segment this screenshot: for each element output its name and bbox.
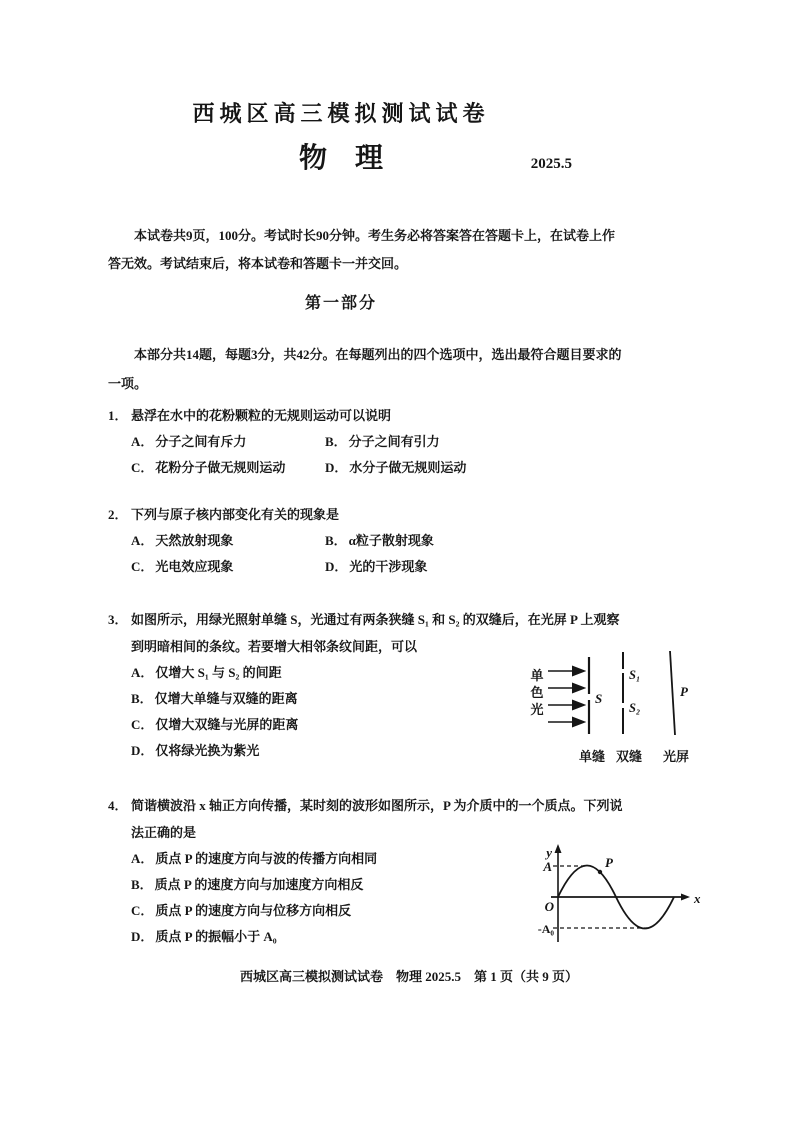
option-a [131,660,574,686]
option-text: 分子之间有引力 [348,434,440,449]
intro-line: 答无效。考试结束后，将本试卷和答题卡一并交回。 [108,256,408,271]
option-text: 水分子做无规则运动 [349,460,467,475]
option-d [325,554,574,580]
option-text: 仅增大 S₁ 与 S₂ 的间距 [155,665,282,680]
neg-amplitude-label: -A₀ [537,922,554,936]
amplitude-label: A [543,859,552,874]
option-text: 仅增大双缝与光屏的距离 [155,717,299,732]
option-label: D． [131,929,154,944]
double-slit-diagram [520,640,700,775]
option-text: 花粉分子做无规则运动 [155,460,286,475]
question-stem-line: 下列与原子核内部变化有关的现象是 [131,507,340,522]
option-d [131,738,574,764]
option-b [131,686,574,712]
question-number: 1． [108,408,128,423]
x-axis-arrowhead [681,894,690,901]
option-list [131,660,574,764]
option-text: 光的干涉现象 [349,559,428,574]
option-label: A． [131,533,154,548]
source-light-char: 光 [530,702,544,717]
option-text: 质点 P 的速度方向与波的传播方向相同 [155,851,378,866]
s1-label: S₁ [629,668,641,682]
option-a [131,846,574,872]
origin-label: O [544,899,554,914]
point-p-label: P [605,855,613,870]
option-b [325,528,574,554]
y-axis-arrowhead [555,844,562,853]
option-d [325,455,574,481]
option-text: 质点 P 的速度方向与加速度方向相反 [154,877,364,892]
option-c [131,554,325,580]
question-number: 2． [108,507,128,522]
subject-row [108,142,574,176]
option-label: B． [325,533,347,548]
option-text: 质点 P 的速度方向与位移方向相反 [155,903,352,918]
question-1 [108,402,574,481]
x-axis-label: x [694,891,701,906]
option-c [131,455,325,481]
option-label: A． [131,434,154,449]
caption-double-slit: 双缝 [615,749,643,764]
option-label: C． [131,460,154,475]
screen-line [670,651,675,735]
caption-screen: 光屏 [662,749,690,764]
s-label: S [595,691,603,706]
option-label: D． [325,460,348,475]
exam-date: 2025.5 [530,156,572,172]
part-one-heading: 第一部分 [304,295,377,312]
option-grid [131,528,574,580]
option-text: 光电效应现象 [155,559,234,574]
option-label: B． [131,877,153,892]
question-number: 4． [108,798,128,813]
option-label: B． [131,691,153,706]
option-label: B． [325,434,347,449]
option-a [131,528,325,554]
intro-line: 本试卷共9页，100分。考试时长90分钟。考生务必将答案答在答题卡上，在试卷上作 [134,228,616,243]
s2-label: S₂ [629,701,641,715]
caption-single-slit: 单缝 [578,749,606,764]
source-light-char: 色 [530,685,544,700]
option-label: A． [131,851,154,866]
option-b [325,429,574,455]
page-footer: 西城区高三模拟测试试卷 物理 2025.5 第 1 页（共 9 页） [240,969,579,984]
option-text: 仅增大单缝与双缝的距离 [154,691,298,706]
question-stem-line: 如图所示，用绿光照射单缝 S，光通过有两条狭缝 S₁ 和 S₂ 的双缝后，在光屏 P 上观察 [131,612,620,627]
question-3 [108,606,620,764]
instruction-line: 本部分共14题，每题3分，共42分。在每题列出的四个选项中，选出最符合题目要求的 [134,347,622,362]
option-label: D． [325,559,348,574]
option-text: 质点 P 的振幅小于 A₀ [155,929,277,944]
point-p-dot [598,870,602,874]
option-a [131,429,325,455]
option-c [131,712,574,738]
question-2 [108,501,574,580]
question-stem-line: 到明暗相间的条纹。若要增大相邻条纹间距，可以 [131,639,418,654]
option-label: C． [131,559,154,574]
wave-diagram [525,835,710,950]
exam-title: 西城区高三模拟测试试卷 [192,101,490,126]
part-one-instructions [108,340,622,398]
y-axis-label: y [546,845,552,860]
option-b [131,872,574,898]
content-column [108,100,623,950]
option-c [131,898,574,924]
option-text: 分子之间有斥力 [155,434,247,449]
question-number: 3． [108,612,128,627]
option-list [131,846,574,950]
option-label: C． [131,903,154,918]
question-stem-line: 法正确的是 [131,825,197,840]
question-4 [108,792,623,950]
source-light-char: 单 [530,668,544,683]
option-grid [131,429,574,481]
p-label: P [680,684,688,699]
option-text: 仅将绿光换为紫光 [155,743,260,758]
option-label: C． [131,717,154,732]
intro-paragraph [108,222,616,278]
option-label: A． [131,665,154,680]
option-label: D． [131,743,154,758]
instruction-line: 一项。 [108,376,148,391]
question-stem-line: 简谐横波沿 x 轴正方向传播，某时刻的波形如图所示，P 为介质中的一个质点。下列说 [131,798,623,813]
question-list [108,402,623,950]
subject-title: 物 理 [298,143,383,174]
option-d [131,924,574,950]
option-text: 天然放射现象 [155,533,234,548]
option-text: α粒子散射现象 [348,533,434,548]
question-stem-line: 悬浮在水中的花粉颗粒的无规则运动可以说明 [131,408,392,423]
